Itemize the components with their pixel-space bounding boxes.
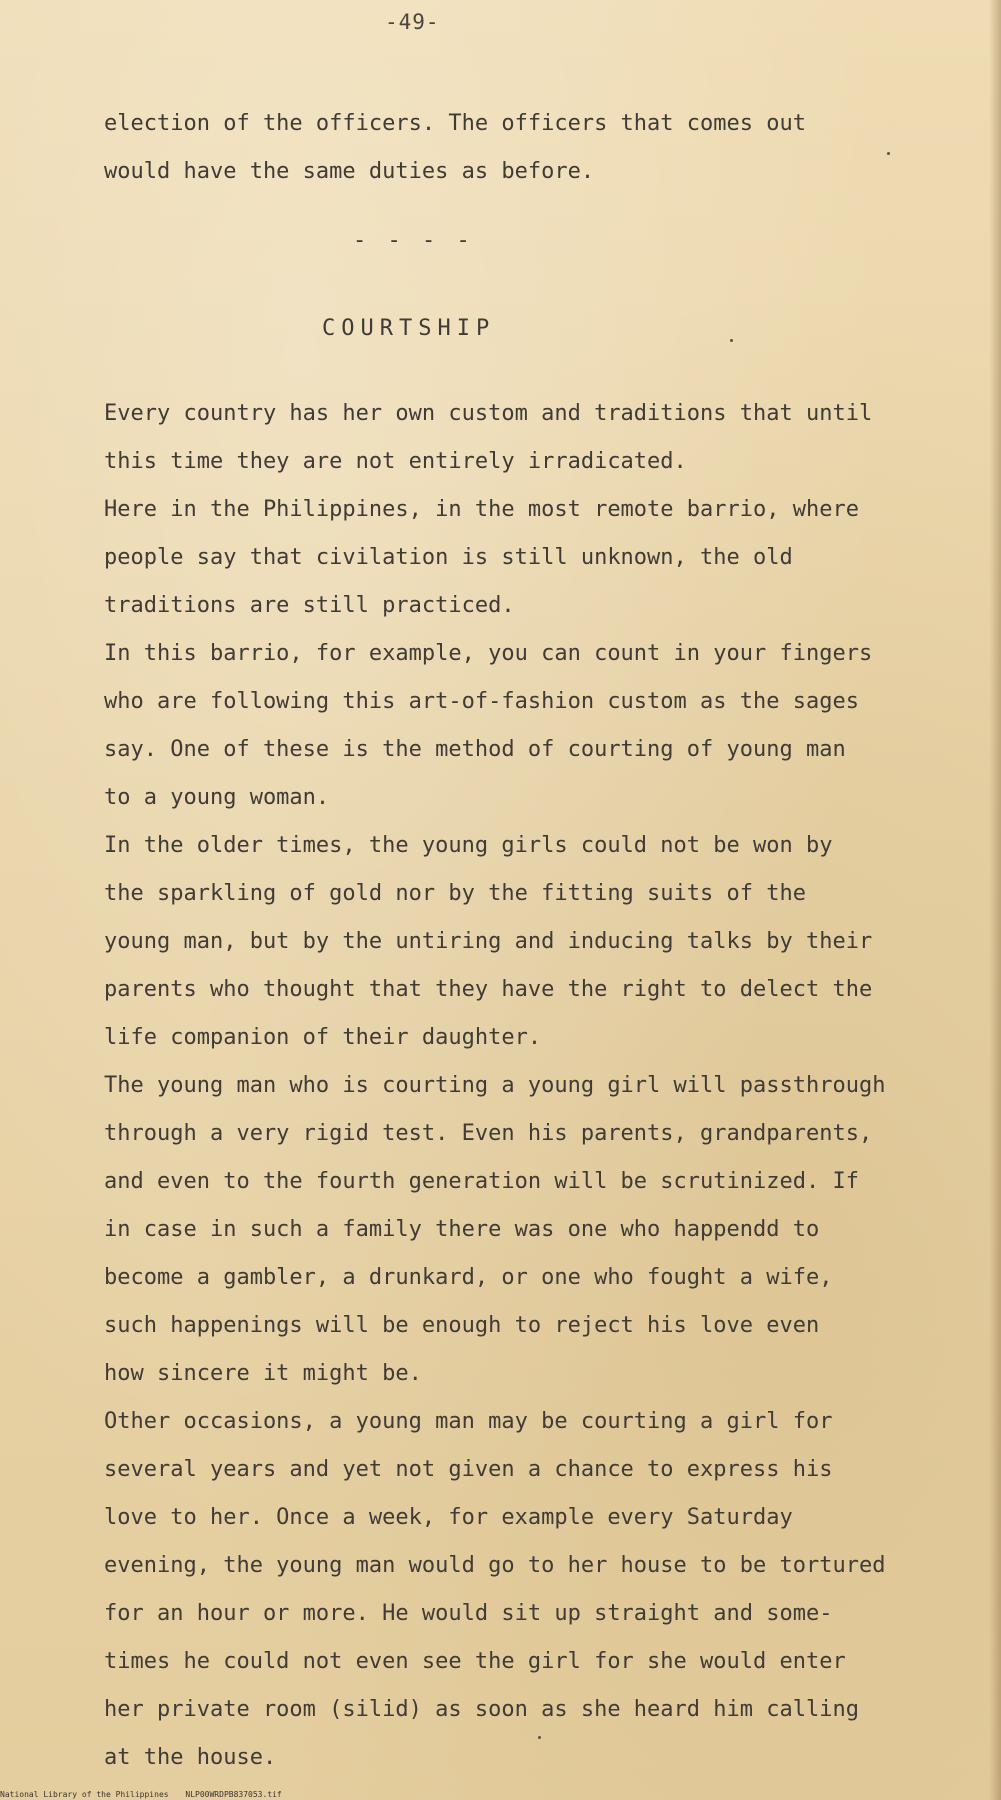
text-line: such happenings will be enough to reject his love even <box>104 1313 820 1338</box>
text-line: this time they are not entirely irradicated. <box>104 449 687 474</box>
text-line: at the house. <box>104 1745 277 1770</box>
paper-speck <box>730 339 733 342</box>
text-line: Here in the Philippines, in the most remote barrio, where <box>104 497 859 522</box>
text-line: who are following this art-of-fashion custom as the sages <box>104 689 859 714</box>
file-name: NLP00WRDPB837053.tif <box>185 1790 282 1799</box>
text-line: say. One of these is the method of courting of young man <box>104 737 846 762</box>
library-credit: National Library of the Philippines <box>0 1790 169 1799</box>
text-line: for an hour or more. He would sit up straight and some- <box>104 1601 833 1626</box>
text-line: her private room (silid) as soon as she heard him calling <box>104 1697 859 1722</box>
text-line: In this barrio, for example, you can count in your fingers <box>104 641 873 666</box>
text-line: In the older times, the young girls could not be won by <box>104 833 833 858</box>
text-line: to a young woman. <box>104 785 330 810</box>
paper-speck <box>538 1736 541 1739</box>
text-line: love to her. Once a week, for example every Saturday <box>104 1505 793 1530</box>
text-line: people say that civilation is still unknown, the old <box>104 545 793 570</box>
text-line: the sparkling of gold nor by the fitting suits of the <box>104 881 806 906</box>
courtship-body <box>104 390 984 1782</box>
text-line: Other occasions, a young man may be courting a girl for <box>104 1409 833 1434</box>
text-line: Every country has her own custom and traditions that until <box>104 401 873 426</box>
text-line: through a very rigid test. Even his parents, grandparents, <box>104 1121 873 1146</box>
text-line: traditions are still practiced. <box>104 593 515 618</box>
intro-paragraph <box>104 100 964 196</box>
text-line: times he could not even see the girl for she would enter <box>104 1649 846 1674</box>
text-line: and even to the fourth generation will be scrutinized. If <box>104 1169 859 1194</box>
text-line: how sincere it might be. <box>104 1361 422 1386</box>
text-line: become a gambler, a drunkard, or one who fought a wife, <box>104 1265 833 1290</box>
page-edge-shadow <box>989 0 1001 1800</box>
text-line: several years and yet not given a chance to express his <box>104 1457 833 1482</box>
text-line: evening, the young man would go to her house to be tortured <box>104 1553 886 1578</box>
text-line: life companion of their daughter. <box>104 1025 542 1050</box>
text-line: The young man who is courting a young girl will passthrough <box>104 1073 886 1098</box>
section-heading: COURTSHIP <box>322 316 496 341</box>
text-line: election of the officers. The officers that comes out <box>104 111 806 136</box>
text-line: young man, but by the untiring and inducing talks by their <box>104 929 873 954</box>
paper-speck <box>887 152 890 155</box>
text-line: parents who thought that they have the right to delect the <box>104 977 873 1002</box>
section-separator: - - - - <box>353 228 474 253</box>
page-number: -49- <box>385 10 440 34</box>
text-line: in case in such a family there was one who happendd to <box>104 1217 820 1242</box>
scan-footer <box>0 1790 294 1799</box>
text-line: would have the same duties as before. <box>104 159 595 184</box>
